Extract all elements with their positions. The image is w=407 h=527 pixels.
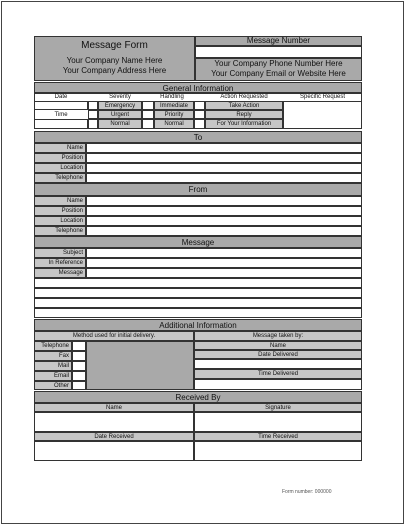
company-address: Your Company Address Here [62, 66, 167, 75]
message-line[interactable] [34, 278, 362, 288]
checkbox-fyi[interactable] [194, 119, 205, 129]
from-name-label: Name [34, 196, 86, 206]
severity-emergency: Emergency [98, 101, 142, 110]
checkbox-emergency[interactable] [88, 101, 98, 110]
date-received-field[interactable] [34, 441, 194, 461]
method-email-label: Email [34, 371, 72, 381]
col-specific-label: Specific Request [299, 94, 346, 100]
from-telephone-label: Telephone [34, 226, 86, 236]
checkbox-immediate[interactable] [142, 101, 154, 110]
col-handling-label: Handling [160, 94, 184, 100]
company-name: Your Company Name Here [66, 56, 163, 65]
time-field[interactable] [34, 119, 88, 129]
received-name-label: Name [34, 403, 194, 412]
to-location-label: Location [34, 163, 86, 173]
company-phone: Your Company Phone Number Here [214, 59, 343, 68]
col-date-label: Date [54, 94, 68, 100]
message-line[interactable] [34, 308, 362, 318]
checkbox-reply[interactable] [194, 110, 205, 119]
date-field[interactable] [34, 101, 88, 110]
method-email-checkbox[interactable] [72, 371, 86, 381]
specific-request-field[interactable] [283, 101, 362, 129]
date-received-label: Date Received [34, 432, 194, 441]
method-telephone-checkbox[interactable] [72, 341, 86, 351]
message-label: Message [34, 268, 86, 278]
action-reply: Reply [205, 110, 283, 119]
time-label: Time [54, 112, 68, 118]
col-action-label: Action Requested [220, 94, 268, 100]
handling-normal: Normal [154, 119, 194, 129]
message-line[interactable] [34, 298, 362, 308]
from-position-field[interactable] [86, 206, 362, 216]
method-other-checkbox[interactable] [72, 381, 86, 390]
checkbox-priority[interactable] [142, 110, 154, 119]
checkbox-take-action[interactable] [194, 101, 205, 110]
company-email: Your Company Email or Website Here [211, 69, 346, 78]
general-info-header: General Information [34, 82, 362, 93]
time-delivered-label: Time Delivered [194, 369, 362, 379]
time-received-field[interactable] [194, 441, 362, 461]
subject-field[interactable] [86, 248, 362, 258]
to-header: To [34, 131, 362, 143]
action-for-your-information: For Your Information [205, 119, 283, 129]
additional-info-header: Additional Information [34, 319, 362, 331]
col-severity-label: Severity [109, 94, 131, 100]
to-position-label: Position [34, 153, 86, 163]
time-delivered-field[interactable] [194, 379, 362, 390]
message-line[interactable] [34, 288, 362, 298]
time-received-label: Time Received [194, 432, 362, 441]
received-signature-label: Signature [194, 403, 362, 412]
method-fax-label: Fax [34, 351, 72, 361]
method-fax-checkbox[interactable] [72, 351, 86, 361]
method-telephone-label: Telephone [34, 341, 72, 351]
message-header: Message [34, 236, 362, 248]
form-footer: Form number: 000000 [282, 489, 332, 495]
received-name-field[interactable] [34, 412, 194, 432]
received-signature-field[interactable] [194, 412, 362, 432]
from-location-label: Location [34, 216, 86, 226]
date-delivered-label: Date Delivered [194, 350, 362, 359]
subject-label: Subject [34, 248, 86, 258]
handling-immediate: Immediate [154, 101, 194, 110]
from-location-field[interactable] [86, 216, 362, 226]
method-label: Method used for initial delivery. [34, 331, 194, 341]
to-name-field[interactable] [86, 143, 362, 153]
checkbox-urgent[interactable] [88, 110, 98, 119]
handling-priority: Priority [154, 110, 194, 119]
received-by-header: Received By [34, 391, 362, 403]
to-name-label: Name [34, 143, 86, 153]
message-field[interactable] [86, 268, 362, 278]
action-take-action: Take Action [205, 101, 283, 110]
message-number-field[interactable] [195, 46, 362, 58]
checkbox-handling-normal[interactable] [142, 119, 154, 129]
to-location-field[interactable] [86, 163, 362, 173]
method-notes-box [86, 341, 194, 390]
taken-by-name-label: Name [194, 341, 362, 350]
checkbox-severity-normal[interactable] [88, 119, 98, 129]
from-name-field[interactable] [86, 196, 362, 206]
to-telephone-label: Telephone [34, 173, 86, 183]
from-telephone-field[interactable] [86, 226, 362, 236]
from-header: From [34, 183, 362, 196]
in-reference-label: In Reference [34, 258, 86, 268]
in-reference-field[interactable] [86, 258, 362, 268]
form-title: Message Form [81, 40, 148, 51]
severity-normal: Normal [98, 119, 142, 129]
to-position-field[interactable] [86, 153, 362, 163]
method-mail-checkbox[interactable] [72, 361, 86, 371]
to-telephone-field[interactable] [86, 173, 362, 183]
date-delivered-field[interactable] [194, 359, 362, 369]
message-number-label: Message Number [246, 36, 311, 45]
from-position-label: Position [34, 206, 86, 216]
method-mail-label: Mail [34, 361, 72, 371]
method-other-label: Other [34, 381, 72, 390]
severity-urgent: Urgent [98, 110, 142, 119]
taken-by-label: Message taken by: [194, 331, 362, 341]
